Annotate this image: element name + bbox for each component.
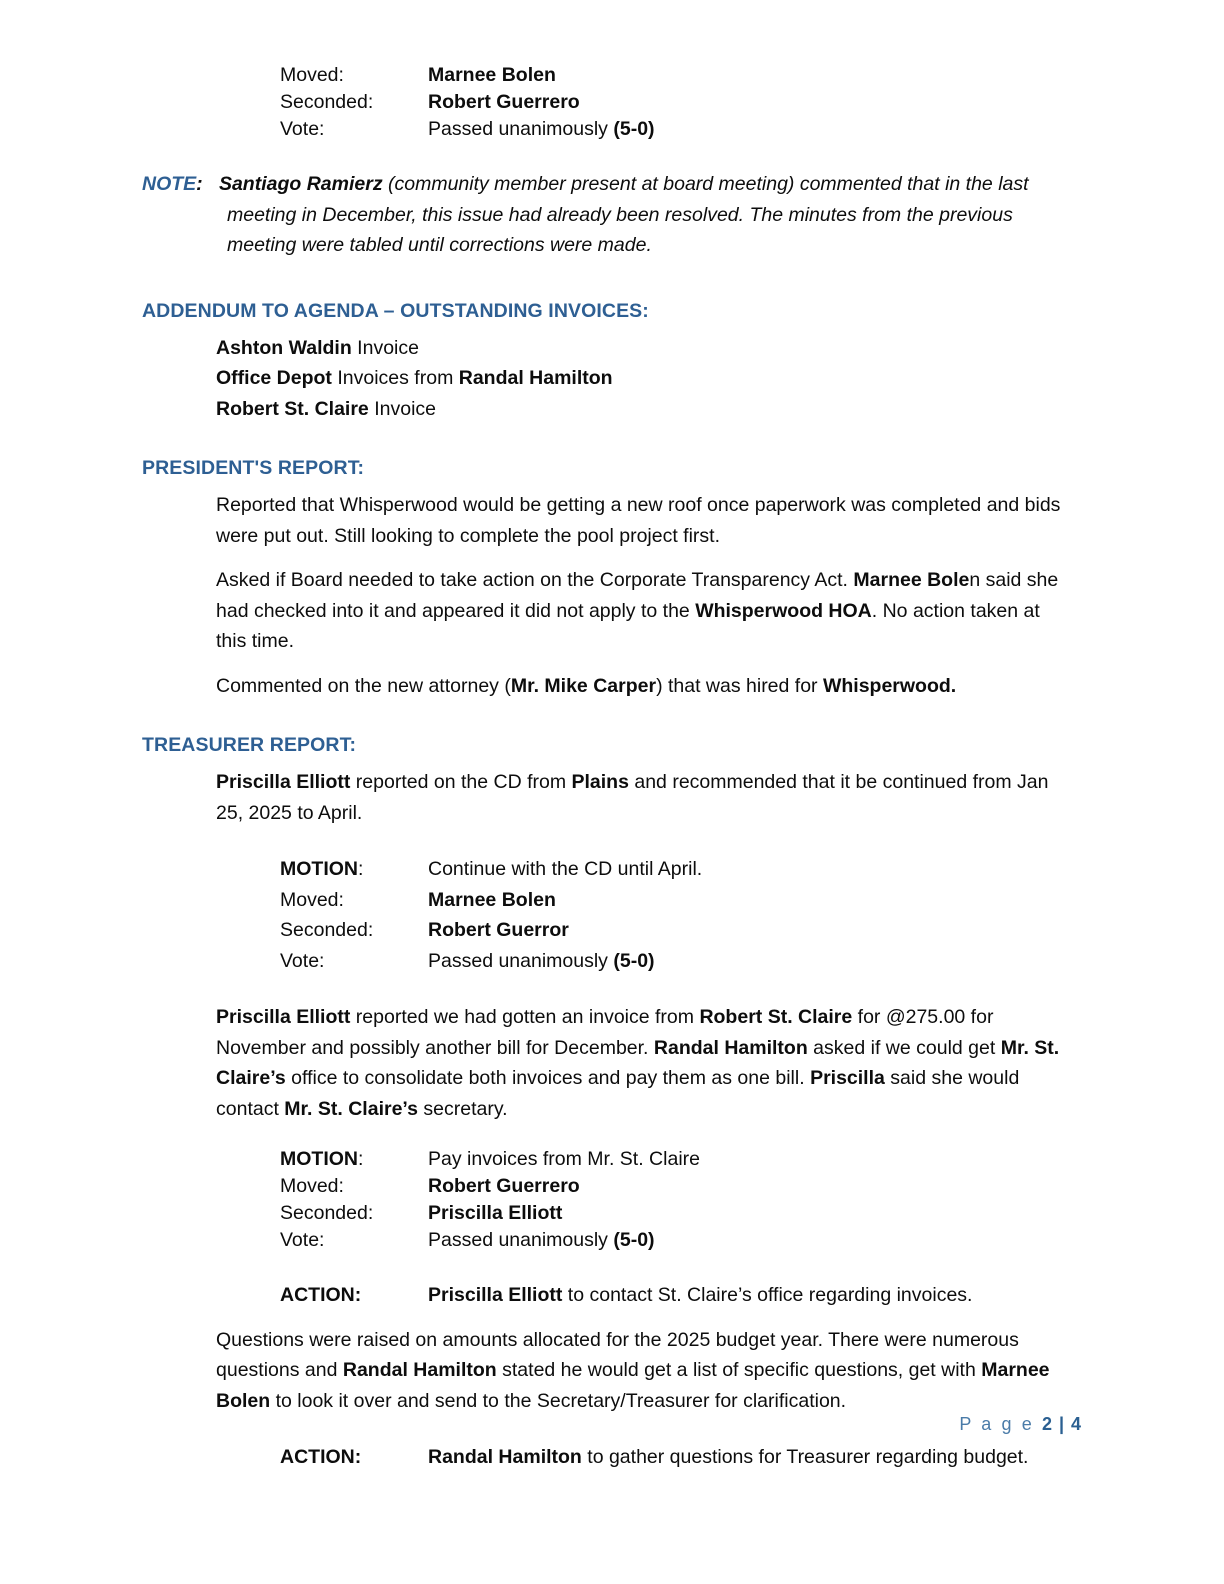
treasurer-report-paragraph-1 (142, 767, 1072, 828)
presidents-report-paragraph-1: Reported that Whisperwood would be getting a new roof once paperwork was completed and bids were put out. Still looking to complete the pool project first. (216, 494, 1061, 547)
vote-text: Passed unanimously (428, 949, 614, 972)
document-content (142, 62, 1072, 1473)
action-label: ACTION: (280, 1446, 362, 1468)
t3-seg-a: Questions were raised on amounts allocated for the 2025 budget year. There were numerous questions and (216, 1328, 1019, 1381)
action-rest: to gather questions for Treasurer regarding budget. (581, 1446, 1029, 1468)
motion-row-moved (280, 1173, 1072, 1200)
t1-seg-c: Plains (571, 771, 629, 793)
t2-seg-k: Mr. St. Claire’s (284, 1097, 418, 1120)
p2-seg-e: . No action taken at this time. (216, 599, 1040, 652)
treasurer-report-paragraph-3 (142, 1325, 1072, 1417)
t2-seg-c: Robert St. Claire (699, 1006, 853, 1028)
t1-seg-d: and recommended that it be continued from Jan 25, 2025 to April. (216, 771, 1049, 824)
motion-label-moved: Moved: (280, 1175, 344, 1197)
motion-value-moved: Robert Guerrero (428, 1175, 580, 1197)
vote-tally: (5-0) (613, 949, 655, 972)
motion-value-motion: Pay invoices from Mr. St. Claire (428, 1148, 700, 1170)
p2-seg-a: Asked if Board needed to take action on the Corporate Transparency Act. (216, 569, 854, 591)
p3-seg-d: Whisperwood. (822, 674, 957, 697)
motion-row-motion (280, 854, 1072, 885)
t1-seg-b: reported on the CD from (350, 771, 572, 793)
motion-value-moved: Marnee Bolen (428, 64, 556, 86)
addendum-list (142, 333, 1072, 425)
motion-row-seconded (280, 915, 1072, 946)
treasurer-report-paragraph-2 (142, 1002, 1072, 1124)
motion-row-vote (280, 1227, 1072, 1254)
motion-label-motion: MOTION: (280, 1148, 364, 1170)
t3-seg-b: Randal Hamilton (342, 1359, 497, 1381)
presidents-report-paragraph-2 (216, 565, 1072, 657)
t2-seg-f: asked if we could get (807, 1036, 1001, 1059)
addendum-item-rest: Invoice (351, 336, 419, 359)
motion-label-motion: MOTION: (280, 858, 364, 880)
t2-seg-g: Mr. St. Claire’s (216, 1036, 1060, 1089)
vote-text: Passed unanimously (428, 1229, 614, 1251)
presidents-report-paragraph-3 (216, 671, 1072, 702)
motion-row-vote (280, 946, 1072, 977)
addendum-item-name: Robert St. Claire (216, 397, 369, 420)
motion-block-pay-invoices (142, 1146, 1072, 1254)
addendum-item-rest: Invoice (368, 397, 436, 420)
motion-row-moved (280, 62, 1072, 89)
t1-seg-a: Priscilla Elliott (216, 771, 351, 793)
note-colon: : (196, 173, 203, 195)
t2-seg-d: for @275.00 for November and possibly another bill for December. (216, 1006, 994, 1059)
page-footer (142, 1414, 1082, 1435)
action-person: Priscilla Elliott (428, 1284, 563, 1306)
action-item-2 (142, 1442, 1072, 1473)
t2-seg-h: office to consolidate both invoices and pay them as one bill. (285, 1067, 811, 1089)
motion-label-vote: Vote: (280, 1229, 325, 1251)
motion-row-motion (280, 1146, 1072, 1173)
addendum-item-rest: Invoices from (331, 367, 459, 389)
action-label: ACTION: (280, 1284, 362, 1306)
footer-page-numbers: 2 | 4 (1041, 1414, 1082, 1434)
p2-seg-b: Marnee Bole (853, 569, 970, 591)
motion-value-motion: Continue with the CD until April. (428, 858, 703, 880)
motion-row-seconded (280, 1200, 1072, 1227)
note-person-name: Santiago Ramierz (218, 173, 383, 195)
t2-seg-l: secretary. (417, 1097, 508, 1120)
motion-label-moved: Moved: (280, 888, 344, 911)
t2-seg-b: reported we had gotten an invoice from (350, 1006, 700, 1028)
action-text (428, 1442, 1072, 1473)
heading-addendum: ADDENDUM TO AGENDA – OUTSTANDING INVOICES: (142, 299, 649, 322)
motion-keyword: MOTION (280, 1148, 358, 1170)
motion-value-vote (428, 946, 1072, 977)
heading-treasurer-report: TREASURER REPORT: (142, 734, 357, 756)
motion-value-vote (428, 1227, 1072, 1254)
p3-seg-b: Mr. Mike Carper (510, 674, 657, 697)
motion-block-cd (142, 854, 1072, 976)
vote-tally: (5-0) (613, 118, 655, 140)
motion-label-seconded: Seconded: (280, 919, 374, 941)
t2-seg-e: Randal Hamilton (653, 1036, 808, 1059)
p3-seg-a: Commented on the new attorney ( (216, 674, 511, 697)
motion-value-seconded: Robert Guerrero (428, 91, 580, 113)
motion-keyword: MOTION (280, 858, 358, 880)
action-item-1 (142, 1280, 1072, 1311)
addendum-item-name-2: Randal Hamilton (458, 367, 613, 389)
action-text (428, 1280, 1072, 1311)
motion-row-vote (280, 116, 1072, 143)
motion-row-moved (280, 885, 1072, 916)
addendum-item-name: Ashton Waldin (216, 336, 352, 359)
note-text: (community member present at board meeting) commented that in the last meeting in December, this issue had already been resolved. The minutes from the previous meeting were tabled until corrections were made. (227, 173, 1029, 256)
t2-seg-i: Priscilla (810, 1067, 885, 1089)
t3-seg-c: stated he would get a list of specific questions, get with (496, 1359, 982, 1381)
motion-row-seconded (280, 89, 1072, 116)
vote-text: Passed unanimously (428, 118, 614, 140)
motion-label-vote: Vote: (280, 118, 325, 140)
p2-seg-d: Whisperwood HOA (695, 599, 872, 622)
note-paragraph (142, 169, 1072, 261)
motion-label-moved: Moved: (280, 64, 344, 86)
motion-label-seconded: Seconded: (280, 1202, 374, 1224)
vote-tally: (5-0) (613, 1229, 655, 1251)
motion-value-seconded: Robert Guerror (428, 919, 569, 941)
motion-label-seconded: Seconded: (280, 91, 374, 113)
motion-block-continued (142, 62, 1072, 143)
p3-seg-c: ) that was hired for (656, 674, 823, 697)
motion-value-moved: Marnee Bolen (428, 888, 556, 911)
footer-page-word: P a g e (959, 1414, 1042, 1434)
note-label: NOTE (142, 173, 197, 195)
action-person: Randal Hamilton (428, 1446, 582, 1468)
addendum-item (216, 333, 1072, 364)
p2-seg-c: n said she had checked into it and appeared it did not apply to the (216, 569, 1059, 622)
presidents-report-body (142, 490, 1072, 701)
motion-value-seconded: Priscilla Elliott (428, 1202, 563, 1224)
heading-presidents-report: PRESIDENT'S REPORT: (142, 457, 365, 479)
addendum-item (216, 394, 1072, 425)
addendum-item (216, 363, 1072, 394)
motion-value-vote (428, 116, 1072, 143)
t2-seg-a: Priscilla Elliott (216, 1006, 351, 1028)
t2-seg-j: said she would contact (216, 1067, 1020, 1120)
addendum-item-name: Office Depot (216, 367, 332, 389)
t3-seg-e: to look it over and send to the Secretary/Treasurer for clarification. (270, 1389, 847, 1412)
motion-label-vote: Vote: (280, 949, 325, 972)
t3-seg-d: Marnee Bolen (216, 1359, 1050, 1412)
action-rest: to contact St. Claire’s office regarding invoices. (562, 1284, 973, 1306)
